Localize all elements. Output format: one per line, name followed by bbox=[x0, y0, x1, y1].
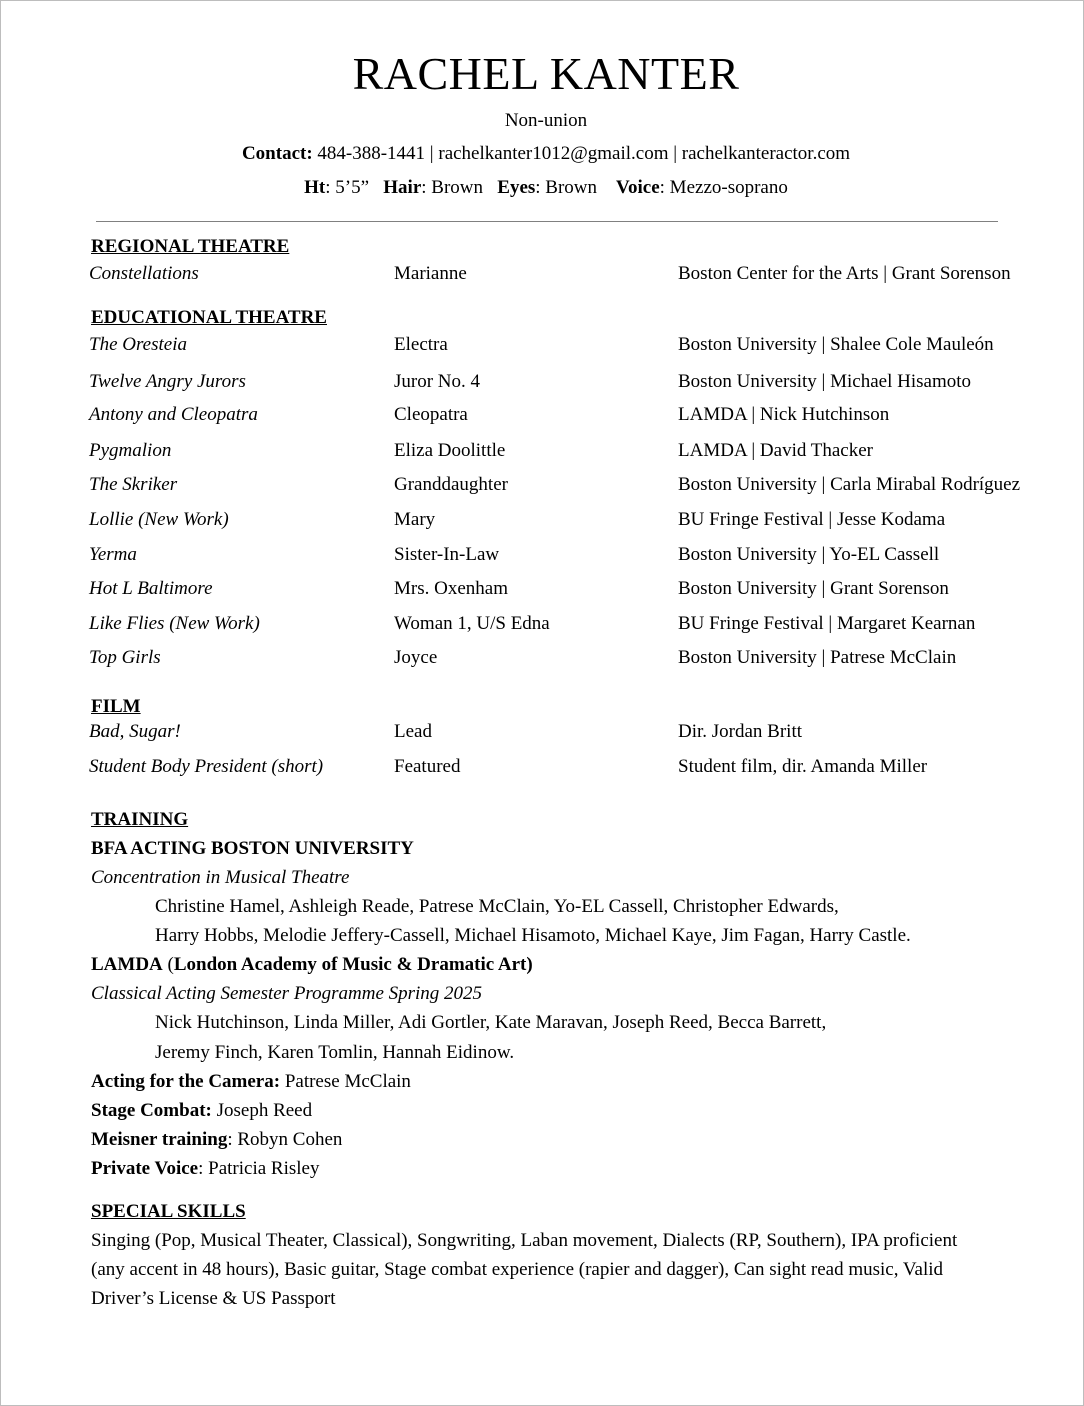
private-voice-teacher: : Patricia Risley bbox=[198, 1158, 320, 1179]
voice-value: : Mezzo-soprano bbox=[659, 177, 788, 198]
lamda-teachers-line1: Nick Hutchinson, Linda Miller, Adi Gortler, Kate Maravan, Joseph Reed, Becca Barrett, bbox=[155, 1012, 827, 1033]
credit-role: Granddaughter bbox=[394, 474, 508, 495]
credit-title: Like Flies (New Work) bbox=[89, 613, 260, 634]
lamda-programme: Classical Acting Semester Programme Spring 2025 bbox=[91, 983, 483, 1004]
film-heading: FILM bbox=[91, 696, 141, 717]
bu-teachers-line2: Harry Hobbs, Melodie Jeffery-Cassell, Michael Hisamoto, Michael Kaye, Jim Fagan, Harry Castle. bbox=[155, 925, 911, 946]
height-label: Ht bbox=[304, 177, 326, 198]
credit-role: Marianne bbox=[394, 263, 467, 284]
credit-role: Featured bbox=[394, 756, 461, 777]
training-heading: TRAINING bbox=[91, 809, 189, 830]
credit-venue: BU Fringe Festival | Jesse Kodama bbox=[678, 509, 946, 530]
credit-venue: Boston University | Michael Hisamoto bbox=[678, 371, 971, 392]
credit-title: Lollie (New Work) bbox=[89, 509, 229, 530]
lamda-paren: ( bbox=[162, 954, 174, 975]
bu-program-title: BFA ACTING BOSTON UNIVERSITY bbox=[91, 838, 414, 859]
credit-role: Juror No. 4 bbox=[394, 371, 481, 392]
contact-line bbox=[1, 143, 1084, 165]
credit-venue: Boston University | Grant Sorenson bbox=[678, 578, 949, 599]
lamda-teachers-line2: Jeremy Finch, Karen Tomlin, Hannah Eidinow. bbox=[155, 1042, 515, 1063]
camera-training bbox=[91, 1071, 411, 1093]
skills-line3: Driver’s License & US Passport bbox=[91, 1288, 336, 1309]
credit-venue: Boston University | Patrese McClain bbox=[678, 647, 957, 668]
credit-role: Cleopatra bbox=[394, 404, 468, 425]
bu-teachers-line1: Christine Hamel, Ashleigh Reade, Patrese McClain, Yo-EL Cassell, Christopher Edwards, bbox=[155, 896, 839, 917]
voice-training bbox=[91, 1158, 319, 1180]
credit-venue: Boston University | Yo-EL Cassell bbox=[678, 544, 940, 565]
credit-role: Sister-In-Law bbox=[394, 544, 500, 565]
credit-title: Bad, Sugar! bbox=[89, 721, 181, 742]
skills-heading: SPECIAL SKILLS bbox=[91, 1201, 246, 1222]
credit-venue: Boston University | Shalee Cole Mauleón bbox=[678, 334, 994, 355]
height-value: : 5’5” bbox=[325, 177, 370, 198]
credit-role: Lead bbox=[394, 721, 432, 742]
union-status: Non-union bbox=[504, 110, 588, 131]
meisner-training bbox=[91, 1129, 342, 1151]
stats-line bbox=[1, 177, 1084, 199]
credit-role: Mrs. Oxenham bbox=[394, 578, 508, 599]
credit-title: Twelve Angry Jurors bbox=[89, 371, 246, 392]
eyes-value: : Brown bbox=[535, 177, 598, 198]
skills-line2: (any accent in 48 hours), Basic guitar, Stage combat experience (rapier and dagger), Can sight read music, Valid bbox=[91, 1259, 944, 1280]
credit-role: Joyce bbox=[394, 647, 438, 668]
camera-teacher: Patrese McClain bbox=[280, 1071, 411, 1092]
contact-label: Contact: bbox=[241, 143, 313, 164]
credit-venue: Dir. Jordan Britt bbox=[678, 721, 803, 742]
camera-label: Acting for the Camera: bbox=[91, 1071, 281, 1092]
educational-heading: EDUCATIONAL THEATRE bbox=[91, 307, 327, 328]
lamda-fullname: London Academy of Music & Dramatic Art) bbox=[173, 954, 533, 975]
credit-title: Yerma bbox=[89, 544, 137, 565]
credit-title: Student Body President (short) bbox=[89, 756, 324, 777]
lamda-abbrev: LAMDA bbox=[91, 954, 163, 975]
credit-title: Hot L Baltimore bbox=[89, 578, 213, 599]
credit-title: Antony and Cleopatra bbox=[89, 404, 258, 425]
credit-role: Eliza Doolittle bbox=[394, 440, 506, 461]
credit-role: Mary bbox=[394, 509, 436, 530]
credit-role: Electra bbox=[394, 334, 448, 355]
credit-title: Constellations bbox=[89, 263, 199, 284]
credit-venue: Boston Center for the Arts | Grant Sorenson bbox=[678, 263, 1011, 284]
skills-line1: Singing (Pop, Musical Theater, Classical), Songwriting, Laban movement, Dialects (RP, Southern), IPA proficient bbox=[91, 1230, 958, 1251]
credit-role: Woman 1, U/S Edna bbox=[394, 613, 550, 634]
regional-heading: REGIONAL THEATRE bbox=[91, 236, 290, 257]
credit-title: The Skriker bbox=[89, 474, 178, 495]
bu-concentration: Concentration in Musical Theatre bbox=[91, 867, 350, 888]
credit-venue: Boston University | Carla Mirabal Rodríguez bbox=[678, 474, 1021, 495]
combat-label: Stage Combat: bbox=[91, 1100, 212, 1121]
credit-venue: LAMDA | Nick Hutchinson bbox=[678, 404, 890, 425]
meisner-label: Meisner training bbox=[91, 1129, 228, 1150]
combat-training bbox=[91, 1100, 312, 1122]
lamda-program-title bbox=[91, 954, 533, 976]
credit-title: Pygmalion bbox=[89, 440, 172, 461]
eyes-label: Eyes bbox=[497, 177, 536, 198]
credit-venue: BU Fringe Festival | Margaret Kearnan bbox=[678, 613, 976, 634]
credit-title: Top Girls bbox=[89, 647, 161, 668]
voice-label: Voice bbox=[616, 177, 660, 198]
header-divider bbox=[96, 221, 998, 222]
meisner-teacher: : Robyn Cohen bbox=[227, 1129, 343, 1150]
combat-teacher: Joseph Reed bbox=[211, 1100, 313, 1121]
credit-venue: LAMDA | David Thacker bbox=[678, 440, 873, 461]
hair-value: : Brown bbox=[421, 177, 484, 198]
actor-name: RACHEL KANTER bbox=[352, 48, 740, 99]
credit-title: The Oresteia bbox=[89, 334, 187, 355]
private-voice-label: Private Voice bbox=[91, 1158, 199, 1179]
credit-venue: Student film, dir. Amanda Miller bbox=[678, 756, 928, 777]
contact-info: 484-388-1441 | rachelkanter1012@gmail.com | rachelkanteractor.com bbox=[312, 143, 851, 164]
hair-label: Hair bbox=[383, 177, 422, 198]
